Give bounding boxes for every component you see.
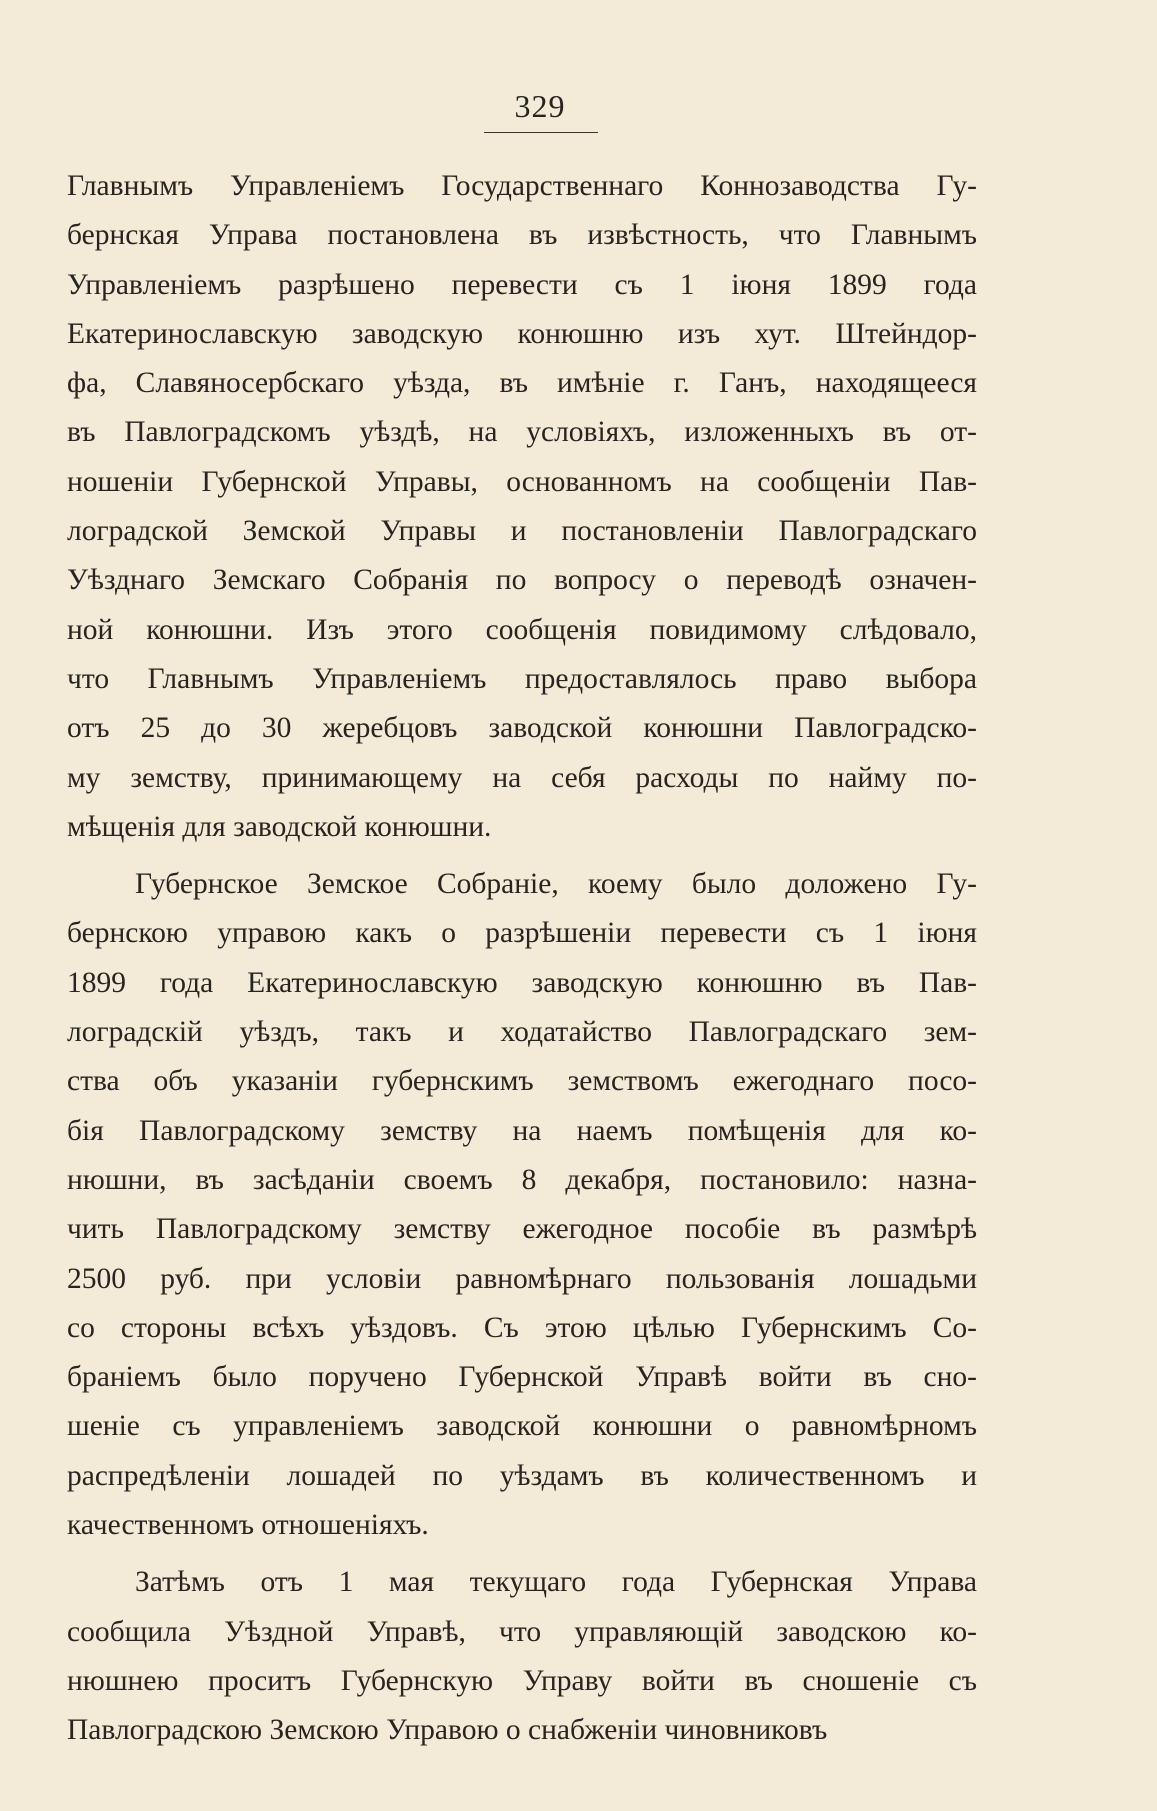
text-line: сообщила Уѣздной Управѣ, что управляющій заводскою ко-	[67, 1615, 977, 1648]
text-line: бернская Управа постановлена въ извѣстность, что Главнымъ	[67, 219, 977, 252]
paragraph-gap	[67, 852, 977, 860]
text-line: чить Павлоградскому земству ежегодное пособіе въ размѣрѣ	[67, 1213, 977, 1246]
text-line: лоградской Земской Управы и постановленіи Павлоградскаго	[67, 515, 977, 548]
text-line: Управленіемъ разрѣшено перевести съ 1 іюня 1899 года	[67, 268, 977, 301]
text-line: нюшнею проситъ Губернскую Управу войти въ сношеніе съ	[67, 1664, 977, 1697]
text-line: отъ 25 до 30 жеребцовъ заводской конюшни Павлоградско-	[67, 712, 977, 745]
text-line: 1899 года Екатеринославскую заводскую конюшню въ Пав-	[67, 966, 977, 999]
text-line: бія Павлоградскому земству на наемъ помѣщенія для ко-	[67, 1114, 977, 1147]
text-line: Главнымъ Управленіемъ Государственнаго Коннозаводства Гу-	[67, 170, 977, 202]
text-line: Павлоградскою Земскою Управою о снабженіи чиновниковъ	[67, 1714, 828, 1747]
text-line: му земству, принимающему на себя расходы по найму по-	[67, 761, 977, 794]
text-line: распредѣленіи лошадей по уѣздамъ въ количественномъ и	[67, 1459, 977, 1492]
text-line: лоградскій уѣздъ, такъ и ходатайство Павлоградскаго зем-	[67, 1016, 977, 1049]
text-line: 2500 руб. при условіи равномѣрнаго пользованія лошадьми	[67, 1262, 977, 1295]
text-line: мѣщенія для заводской конюшни.	[67, 810, 492, 843]
text-line: ношеніи Губернской Управы, основанномъ на сообщеніи Пав-	[67, 465, 977, 498]
text-line: Затѣмъ отъ 1 мая текущаго года Губернская Управа	[135, 1566, 977, 1599]
paragraph-gap	[67, 1550, 977, 1558]
text-line: шеніе съ управленіемъ заводской конюшни о равномѣрномъ	[67, 1410, 977, 1443]
paragraph	[67, 860, 977, 1550]
text-line: качественномъ отношеніяхъ.	[67, 1509, 429, 1542]
text-line: Уѣзднаго Земскаго Собранія по вопросу о переводѣ означен-	[67, 564, 977, 597]
text-line: Екатеринославскую заводскую конюшню изъ хут. Штейндор-	[67, 317, 977, 350]
paragraph	[67, 162, 977, 852]
text-line: Губернское Земское Собраніе, коему было доложено Гу-	[135, 868, 977, 901]
text-line: фа, Славяносербскаго уѣзда, въ имѣніе г. Ганъ, находящееся	[67, 367, 977, 400]
header-rule	[484, 132, 598, 133]
paragraph	[67, 1558, 977, 1755]
text-line: что Главнымъ Управленіемъ предоставлялось право выбора	[67, 662, 977, 695]
page-number: 329	[514, 88, 566, 124]
text-line: бернскою управою какъ о разрѣшеніи перевести съ 1 іюня	[67, 917, 977, 950]
text-line: со стороны всѣхъ уѣздовъ. Съ этою цѣлью Губернскимъ Со-	[67, 1311, 977, 1344]
text-line: ной конюшни. Изъ этого сообщенія повидимому слѣдовало,	[67, 613, 977, 646]
text-line: въ Павлоградскомъ уѣздѣ, на условіяхъ, изложенныхъ въ от-	[67, 416, 977, 449]
text-line: браніемъ было поручено Губернской Управѣ войти въ сно-	[67, 1361, 977, 1394]
text-line: ства объ указаніи губернскимъ земствомъ ежегоднаго посо-	[67, 1065, 977, 1098]
text-line: нюшни, въ засѣданіи своемъ 8 декабря, постановило: назна-	[67, 1163, 977, 1196]
body-text	[67, 162, 977, 1756]
